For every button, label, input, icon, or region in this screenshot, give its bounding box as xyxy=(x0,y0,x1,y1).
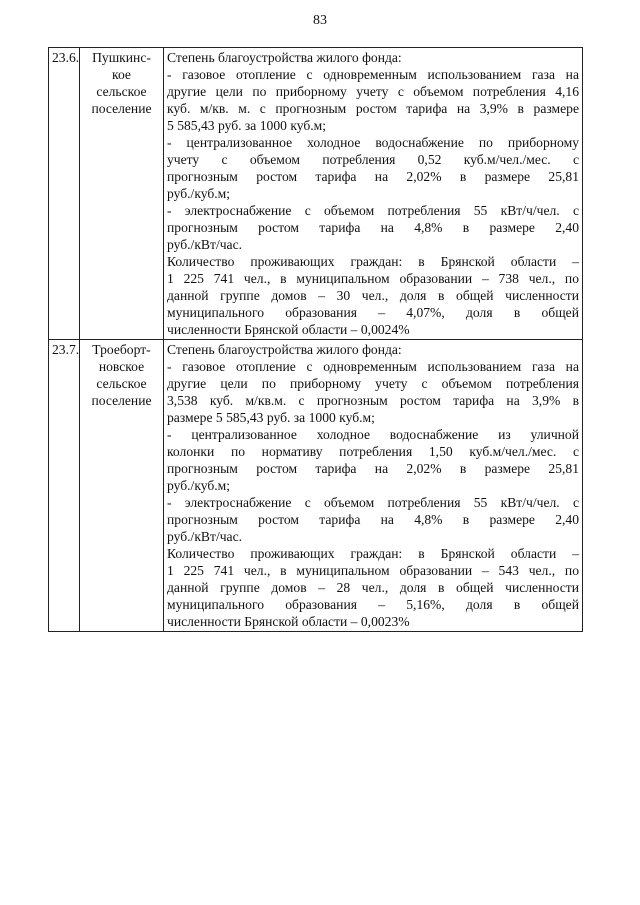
description-line: - газовое отопление с одновременным использованием газа на xyxy=(167,359,579,374)
description-line: прогнозным ростом тарифа на 2,02% в размере 25,81 xyxy=(167,461,579,476)
page-number: 83 xyxy=(313,13,327,28)
description-line: прогнозным ростом тарифа на 4,8% в размере 2,40 xyxy=(167,220,579,235)
description-line: учету с объемом потребления 0,52 куб.м/чел./мес. с xyxy=(167,152,579,167)
description-line: - электроснабжение с объемом потребления 55 кВт/ч/чел. с xyxy=(167,203,579,218)
description-line: численности Брянской области – 0,0023% xyxy=(167,614,410,629)
description-line: руб./куб.м; xyxy=(167,478,231,493)
settlements-table xyxy=(48,47,583,632)
description-line: Количество проживающих граждан: в Брянской области – xyxy=(167,546,579,561)
description-line: руб./кВт/час. xyxy=(167,529,243,544)
description-line: колонки по нормативу потребления 1,50 куб.м/чел./мес. с xyxy=(167,444,579,459)
table-row xyxy=(49,48,583,340)
description-line: Степень благоустройства жилого фонда: xyxy=(167,342,402,357)
description-line: 1 225 741 чел., в муниципальном образовании – 738 чел., по xyxy=(167,271,579,286)
settlement-name-line: новское xyxy=(98,359,145,374)
settlement-description xyxy=(164,48,583,340)
table-row xyxy=(49,340,583,632)
description-line: - электроснабжение с объемом потребления 55 кВт/ч/чел. с xyxy=(167,495,579,510)
description-line: руб./кВт/час. xyxy=(167,237,243,252)
description-line: 1 225 741 чел., в муниципальном образовании – 543 чел., по xyxy=(167,563,579,578)
description-line: размере 5 585,43 руб. за 1000 куб.м; xyxy=(167,410,375,425)
description-line: - централизованное холодное водоснабжение из уличной xyxy=(167,427,579,442)
settlement-name-line: Троеборт- xyxy=(92,342,151,357)
description-line: 5 585,43 руб. за 1000 куб.м; xyxy=(167,118,327,133)
row-number: 23.7. xyxy=(49,340,80,632)
settlement-name-line: кое xyxy=(112,67,131,82)
settlement-name-line: сельское xyxy=(96,376,147,391)
settlement-name-line: сельское xyxy=(96,84,147,99)
description-line: куб. м/кв. м. с прогнозным ростом тарифа на 3,9% в размере xyxy=(167,101,579,116)
description-line: Степень благоустройства жилого фонда: xyxy=(167,50,402,65)
description-line: руб./куб.м; xyxy=(167,186,231,201)
description-line: - централизованное холодное водоснабжение по приборному xyxy=(167,135,579,150)
row-number: 23.6. xyxy=(49,48,80,340)
settlement-name-line: поселение xyxy=(91,101,152,116)
settlement-name xyxy=(80,340,164,632)
settlement-name xyxy=(80,48,164,340)
description-line: данной группе домов – 28 чел., доля в общей численности xyxy=(167,580,579,595)
description-line: другие цели по приборному учету с объемом потребления 4,16 xyxy=(167,84,579,99)
description-line: 3,538 куб. м/кв.м. с прогнозным ростом тарифа на 3,9% в xyxy=(167,393,579,408)
settlement-name-line: Пушкинс- xyxy=(92,50,151,65)
table-body xyxy=(49,48,583,632)
description-line: муниципального образования – 4,07%, доля в общей xyxy=(167,305,579,320)
description-line: прогнозным ростом тарифа на 4,8% в размере 2,40 xyxy=(167,512,579,527)
settlement-description xyxy=(164,340,583,632)
description-line: прогнозным ростом тарифа на 2,02% в размере 25,81 xyxy=(167,169,579,184)
description-line: Количество проживающих граждан: в Брянской области – xyxy=(167,254,579,269)
description-line: численности Брянской области – 0,0024% xyxy=(167,322,410,337)
description-line: другие цели по приборному учету с объемом потребления xyxy=(167,376,579,391)
description-line: муниципального образования – 5,16%, доля в общей xyxy=(167,597,579,612)
description-line: - газовое отопление с одновременным использованием газа на xyxy=(167,67,579,82)
description-line: данной группе домов – 30 чел., доля в общей численности xyxy=(167,288,579,303)
settlement-name-line: поселение xyxy=(91,393,152,408)
